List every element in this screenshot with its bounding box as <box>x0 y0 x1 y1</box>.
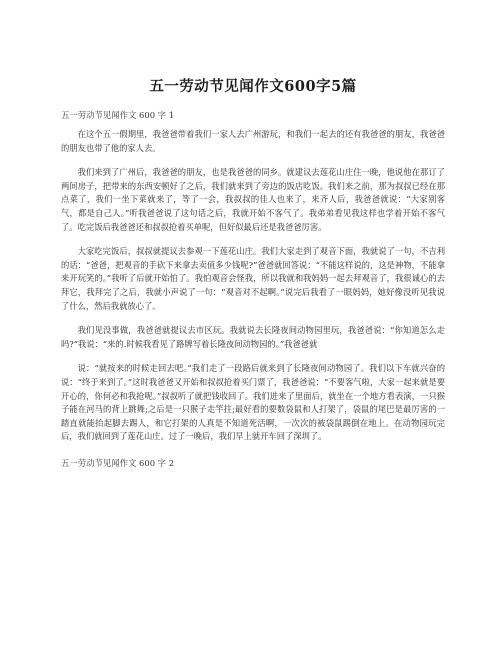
section-heading-2: 五一劳动节见闻作文 600 字 2 <box>61 457 175 468</box>
paragraph-1: 在这个五一假期里，我爸爸带着我们一家人去广州游玩，和我们一起去的还有我爸爸的朋友，我爸爸的朋友也带了他的家人去。 <box>61 129 445 153</box>
paragraph-5: 说：“就按来的时候走回去吧。”我们走了一段路后就来到了长隆夜间动物园了。我们以下车就兴奋的说：“终于来到了。”这时我爸爸又开始和叔叔抢着买门票了，我爸爸说：“不要客气啦，大家一起来就是要开心的，你何必和我抢呢。”叔叔听了就把钱收回了。我们进来了里面后，就坐在一个地方看表演，一只猴子能在河马的背上跳舞;之后是一只猴子走竿拄;最好看的要数袋鼠和人打架了，袋鼠的尾巴是最厉害的一踏直就能抬起脚去踢人，和它打架的人真是不知道死活啊，一次次的被袋鼠踢倒在地上。在动物园玩完后，我们就回到了莲花山庄。过了一晚后，我们早上就开车回了深圳了。 <box>61 363 445 442</box>
paragraph-4: 我们见没事做，我爸爸就提议去市区玩。我就说去长隆夜间动物园里玩，我爸爸说：“你知道怎么走吗?”我说：“来的.时候我看见了路牌写着长隆夜间动物园的。”我爸爸就 <box>61 325 445 349</box>
document-title: 五一劳动节见闻作文600字5篇 <box>149 78 357 95</box>
paragraph-2: 我们来到了广州后，我爸爸的朋友，也是我爸爸的同乡。就建议去莲花山庄住一晚，他说他在那订了两间房子，把带来的东西安顿好了之后，我们就来到了旁边的饭店吃饭。我们来之前，那为叔叔已经在那点菜了，我们一坐下菜就来了，等了一会，我叔叔的佳人也来了，来齐人后，我爸爸就说：“大家别客气，都是自己人。”听我爸爸说了这句话之后，我就开始不客气了。我弟弟看见我这样也学着开始不客气了。吃完饭后我爸爸还和叔叔抢着买单呢，但好似最后还是我爸爸厉害。 <box>61 167 445 232</box>
section-heading-1: 五一劳动节见闻作文 600 字 1 <box>61 110 175 120</box>
paragraph-3: 大家吃完饭后，叔叔就提议去参观一下莲花山庄。我们大家走到了观音下面，我就说了一句，不吉利的话：“爸爸，把观音的手砍下来拿去卖值多少钱呢?”爸爸就回答说：“不能这样说的，这是神物，不能拿来开玩笑的。”我听了后就开始怕了。我怕观音会怪我，所以我就和我妈妈一起去拜观音了，我很诚心的去拜它，我拜完了之后，我就小声说了一句：“观音对不起啊。”说完后我看了一眼妈妈，她好像没听见我说了什么，然后我就放心了。 <box>61 246 445 311</box>
